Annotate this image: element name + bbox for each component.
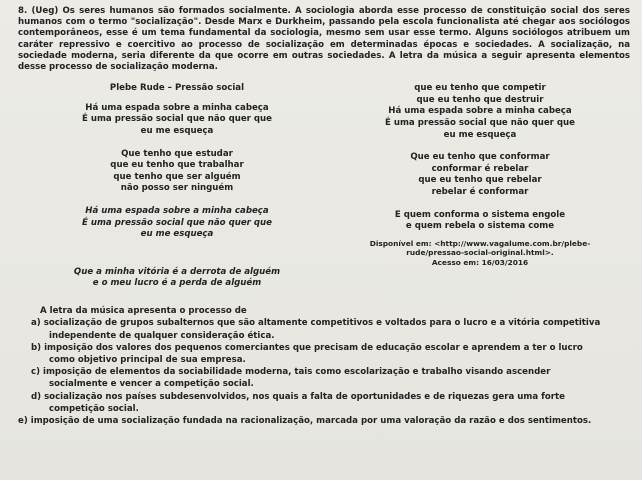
lyrics-source [330,239,630,268]
song-title: Plebe Rude – Pressão social [109,83,245,94]
lyrics-stanza [330,83,630,141]
lyrics-stanza [330,152,630,198]
lyrics-stanza [12,206,342,241]
question-block [12,305,630,427]
option-e[interactable] [12,415,630,427]
lyrics-left-column [12,83,342,301]
lyric-line: conformar é rebelar [431,163,529,174]
lyric-line: que eu tenho que rebelar [418,175,542,186]
lyric-line: rebelar é conformar [431,186,529,197]
source-line: Disponível em: <http://www.vagalume.com.br/plebe- [369,238,591,248]
song-lyrics [12,83,630,301]
lyrics-stanza [12,267,342,290]
option-text: como objetivo principal de sua empresa. [49,355,246,366]
lyric-line: e quem rebela o sistema come [405,221,555,232]
lyric-line: Há uma espada sobre a minha cabeça [388,106,572,117]
lyric-line: É uma pressão social que não quer que [82,114,272,125]
option-text: b) imposição dos valores dos pequenos comerciantes que precisam de educação escolar e aprendem a ter o lucro [31,342,583,353]
lyric-line: eu me esqueça [443,129,517,140]
lyric-line: que eu tenho que competir [414,83,546,94]
option-text: competição social. [49,403,139,414]
option-c[interactable] [12,366,630,390]
lyric-line: E quem conforma o sistema engole [394,209,566,220]
lyric-line: É uma pressão social que não quer que [82,217,272,228]
lyrics-stanza [12,149,342,195]
lyric-line: Que a minha vitória é a derrota de alguém [73,266,281,277]
lyric-line: Que eu tenho que conformar [410,152,550,163]
option-d[interactable] [12,391,630,415]
option-a[interactable] [12,317,630,341]
lyric-line: Há uma espada sobre a minha cabeça [85,205,269,216]
lyric-line: e o meu lucro é a perda de alguém [92,278,262,289]
source-line: rude/pressao-social-original.html>. [406,248,554,258]
lyric-line: eu me esqueça [140,229,214,240]
lyric-line: Que tenho que estudar [121,148,233,159]
lyrics-stanza [330,210,630,233]
lyric-line: que eu tenho que trabalhar [110,160,244,171]
option-text: c) imposição de elementos da sociabilidade moderna, tais como escolarização e trabalho visando ascender [31,367,551,378]
question-intro: 8. (Ueg) Os seres humanos são formados socialmente. A sociologia aborda esse processo de constituição social dos seres humanos com o termo "socialização". Desde Marx e Durkheim, passando pela escola funcionalista até chegar aos sociólogos contemporâneos, esse é um tema fundamental da sociologia, mesmo sem usar esse termo. Alguns sociólogos atribuem um caráter repressivo e coercitivo ao processo de socialização em determinadas épocas e sociedades. A socialização, na sociedade moderna, seria diferente da que ocorre em outras sociedades. A letra da música a seguir apresenta elementos desse processo de socialização moderna. [18,6,630,73]
lyric-line: Há uma espada sobre a minha cabeça [85,102,269,113]
lyric-line: É uma pressão social que não quer que [385,118,575,128]
lyrics-right-column [330,83,630,267]
lyric-line: que tenho que ser alguém [113,171,241,182]
question-stem: A letra da música apresenta o processo de [40,306,247,317]
lyric-line: que eu tenho que destruir [416,94,544,105]
lyrics-stanza [12,103,342,138]
option-text: e) imposição de uma socialização fundada na racionalização, marcada por uma valoração da razão e dos sentimentos. [18,416,592,427]
option-text: socialmente e vencer a competição social. [49,379,254,390]
source-line: Acesso em: 16/03/2016 [431,257,529,267]
option-b[interactable] [12,342,630,366]
option-text: a) socialização de grupos subalternos que são altamente competitivos e voltados para o lucro e a vitória competitiva [31,318,601,329]
option-text: independente de qualquer consideração ética. [49,330,275,341]
option-text: d) socialização nos países subdesenvolvidos, nos quais a falta de oportunidades e de riquezas gera uma forte [31,391,565,402]
lyric-line: não posso ser ninguém [120,183,234,194]
lyric-line: eu me esqueça [140,126,214,136]
